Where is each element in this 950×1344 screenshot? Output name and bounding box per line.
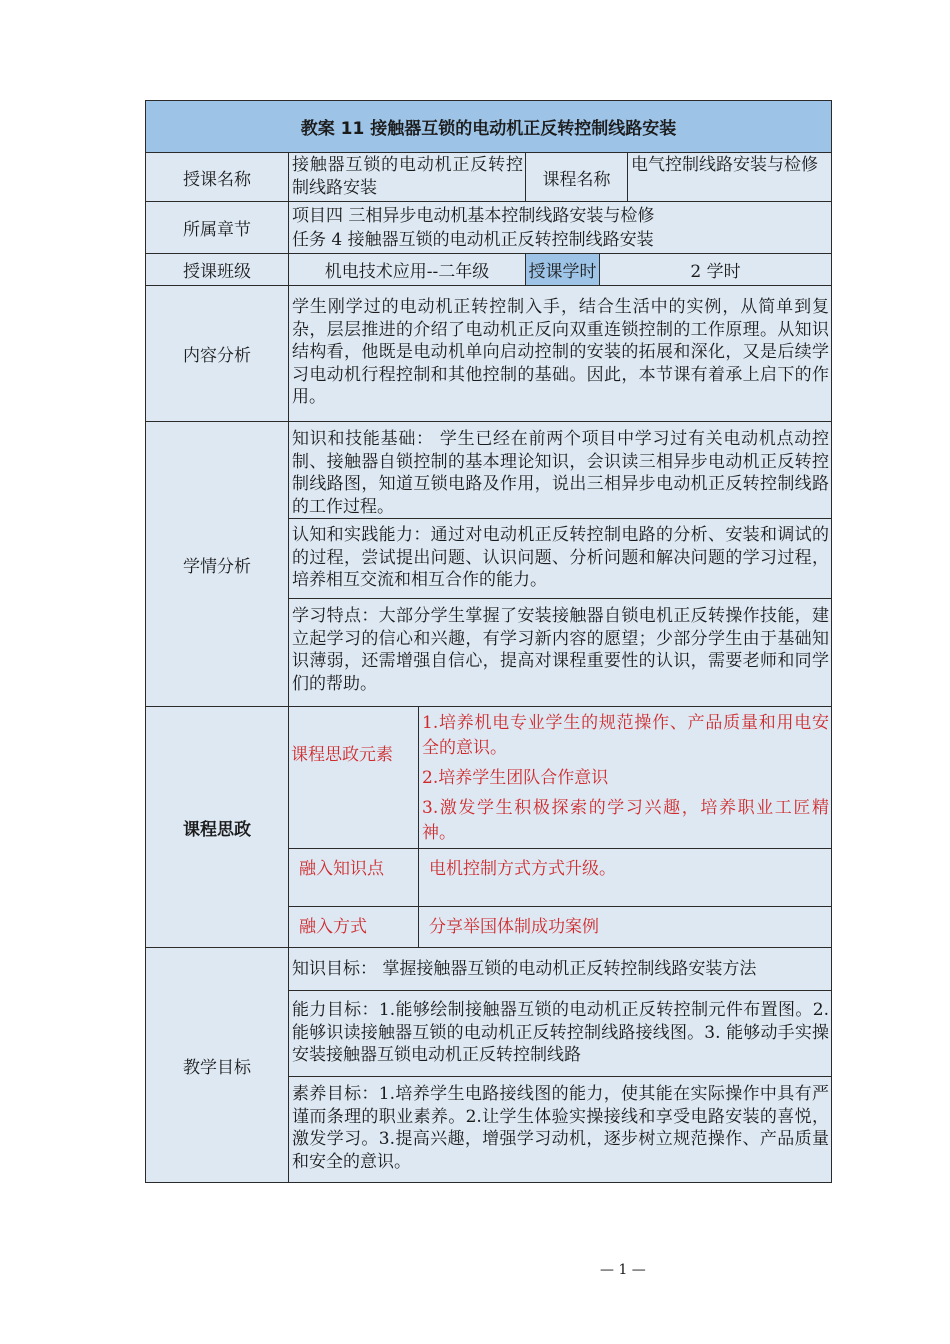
- chapter-task: 任务 4 接触器互锁的电动机正反转控制线路安装: [292, 230, 654, 250]
- objective-quality: 素养目标：1.培养学生电路接线图的能力，使其能在实际操作中具有严谨而条理的职业素养。2.让学生体验实操接线和享受电路安装的喜悦，激发学习。3.提高兴趣，增强学习动机，逐步树立规范操作、产品质量和安全的意识。: [288, 1076, 832, 1183]
- label-content-analysis: 内容分析: [145, 285, 289, 422]
- value-chapter: [288, 201, 832, 254]
- ideology-elements-list: [418, 706, 832, 849]
- label-chapter: 所属章节: [145, 201, 289, 254]
- page-number: — 1 —: [600, 1262, 646, 1278]
- label-course-name: 授课名称: [145, 152, 289, 202]
- value-subject-name: 电气控制线路安装与检修: [627, 152, 832, 202]
- chapter-project: 项目四 三相异步电动机基本控制线路安装与检修: [292, 206, 655, 226]
- ideology-element: 2.培养学生团队合作意识: [422, 768, 609, 788]
- label-student-analysis: 学情分析: [145, 421, 289, 707]
- label-class: 授课班级: [145, 253, 289, 286]
- ideology-element: 3.激发学生积极探索的学习兴趣，培养职业工匠精神。: [422, 798, 829, 843]
- label-hours: 授课学时: [525, 253, 600, 286]
- value-knowledge-point: 电机控制方式方式升级。: [418, 848, 832, 907]
- value-hours: 2 学时: [599, 253, 832, 286]
- content-analysis-text: 学生刚学过的电动机正转控制入手，结合生活中的实例，从简单到复杂，层层推进的介绍了电动机正反向双重连锁控制的工作原理。从知识结构看，他既是电动机单向启动控制的安装的拓展和深化，又是后续学习电动机行程控制和其他控制的基础。因此，本节课有着承上启下的作用。: [288, 285, 832, 422]
- student-knowledge-base: 知识和技能基础： 学生已经在前两个项目中学习过有关电动机点动控制、接触器自锁控制的基本理论知识，会识读三相异步电动机正反转控制线路图，知道互锁电路及作用，说出三相异步电动机正反转控制线路的工作过程。: [288, 421, 832, 519]
- label-subject-name: 课程名称: [525, 152, 628, 202]
- label-knowledge-point: 融入知识点: [288, 848, 419, 907]
- label-course-ideology: 课程思政: [145, 706, 289, 948]
- label-teaching-objectives: 教学目标: [145, 947, 289, 1183]
- objective-ability: 能力目标：1.能够绘制接触器互锁的电动机正反转控制元件布置图。2.能够识读接触器互锁的电动机正反转控制线路接线图。3. 能够动手实操安装接触器互锁电动机正反转控制线路: [288, 990, 832, 1077]
- value-course-name: 接触器互锁的电动机正反转控制线路安装: [288, 152, 526, 202]
- student-practice-ability: 认知和实践能力：通过对电动机正反转控制电路的分析、安装和调试的的过程，尝试提出问题、认识问题、分析问题和解决问题的学习过程，培养相互交流和相互合作的能力。: [288, 518, 832, 599]
- student-learning-traits: 学习特点：大部分学生掌握了安装接触器自锁电机正反转操作技能，建立起学习的信心和兴趣，有学习新内容的愿望；少部分学生由于基础知识薄弱，还需增强自信心，提高对课程重要性的认识，需要老师和同学们的帮助。: [288, 598, 832, 707]
- objective-knowledge: 知识目标： 掌握接触器互锁的电动机正反转控制线路安装方法: [288, 947, 832, 991]
- value-integration-method: 分享举国体制成功案例: [418, 906, 832, 948]
- ideology-element: 1.培养机电专业学生的规范操作、产品质量和用电安全的意识。: [422, 713, 829, 758]
- value-class: 机电技术应用--二年级: [288, 253, 526, 286]
- label-ideology-elements: 课程思政元素: [288, 706, 419, 849]
- label-integration-method: 融入方式: [288, 906, 419, 948]
- lesson-title: 教案 11 接触器互锁的电动机正反转控制线路安装: [145, 100, 832, 153]
